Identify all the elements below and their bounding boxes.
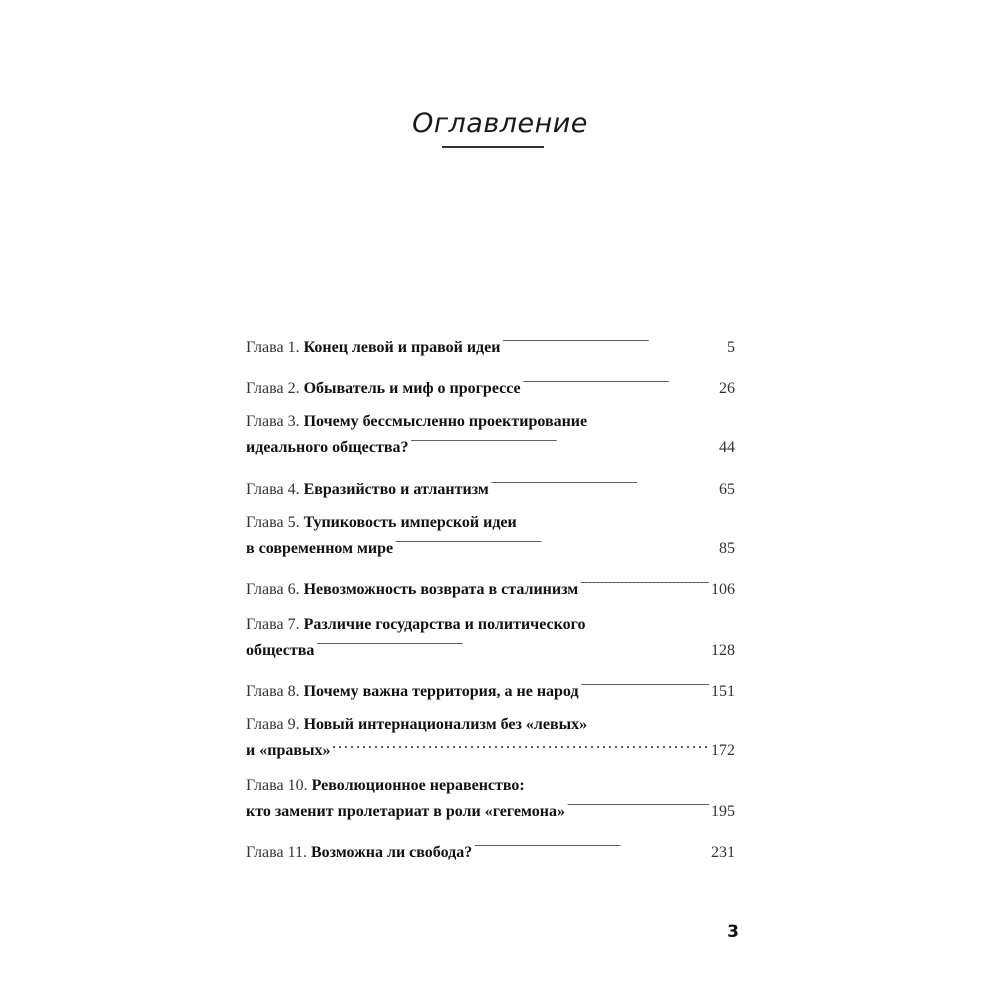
page-title: Оглавление [412, 108, 588, 139]
chapter-page-number: 151 [711, 683, 735, 700]
chapter-title-continued: общества [246, 642, 315, 659]
dot-leader [474, 837, 709, 857]
toc-entry-3[interactable] [246, 412, 735, 456]
toc-entry-1[interactable] [246, 332, 735, 356]
dot-leader [502, 332, 725, 352]
title-underline [442, 146, 544, 148]
page-number: 3 [727, 922, 739, 942]
dot-leader [395, 533, 717, 553]
chapter-number: Глава 5. [246, 514, 300, 531]
dot-leader [580, 574, 709, 594]
chapter-title-continued: идеального общества? [246, 439, 409, 456]
chapter-page-number: 231 [711, 844, 735, 861]
chapter-page-number: 65 [719, 481, 735, 498]
dot-leader [523, 373, 717, 393]
chapter-title: Конец левой и правой идеи [303, 339, 501, 356]
chapter-number: Глава 3. [246, 413, 300, 430]
chapter-page-number: 128 [711, 642, 735, 659]
chapter-page-number: 44 [719, 439, 735, 456]
chapter-number: Глава 8. [246, 683, 300, 700]
chapter-page-number: 195 [711, 803, 735, 820]
dot-leader [316, 635, 709, 655]
toc-entry-7[interactable] [246, 615, 735, 659]
chapter-page-number: 172 [711, 742, 735, 759]
dot-leader [567, 796, 709, 816]
chapter-page-number: 85 [719, 540, 735, 557]
chapter-number: Глава 10. [246, 777, 308, 794]
chapter-title: Революционное неравенство: [311, 777, 525, 794]
chapter-page-number: 5 [727, 339, 735, 356]
chapter-title: Возможна ли свобода? [310, 844, 473, 861]
chapter-number: Глава 4. [246, 481, 300, 498]
chapter-title: Евразийство и атлантизм [303, 481, 489, 498]
toc-entry-5[interactable] [246, 513, 735, 557]
chapter-title-continued: кто заменит пролетариат в роли «гегемона» [246, 803, 565, 820]
chapter-title: Тупиковость имперской идеи [303, 514, 517, 531]
toc-entry-10[interactable] [246, 776, 735, 820]
toc-entry-11[interactable] [246, 837, 735, 861]
dot-leader [581, 676, 709, 696]
chapter-page-number: 106 [711, 581, 735, 598]
toc-entry-9[interactable] [246, 715, 735, 759]
chapter-number: Глава 7. [246, 616, 300, 633]
chapter-number: Глава 6. [246, 581, 300, 598]
chapter-title: Новый интернационализм без «левых» [303, 716, 588, 733]
chapter-number: Глава 9. [246, 716, 300, 733]
chapter-title-continued: в современном мире [246, 540, 394, 557]
toc-entry-2[interactable] [246, 373, 735, 397]
chapter-title-continued: и «правых» [246, 742, 331, 759]
dot-leader [332, 735, 709, 755]
chapter-page-number: 26 [719, 380, 735, 397]
dot-leader [491, 474, 717, 494]
dot-leader [410, 432, 717, 452]
toc-entry-4[interactable] [246, 474, 735, 498]
chapter-title: Почему бессмысленно проектирование [303, 413, 588, 430]
chapter-title: Невозможность возврата в сталинизм [303, 581, 579, 598]
chapter-number: Глава 1. [246, 339, 300, 356]
chapter-number: Глава 2. [246, 380, 300, 397]
chapter-title: Обыватель и миф о прогрессе [303, 380, 521, 397]
toc-entry-6[interactable] [246, 574, 735, 598]
chapter-title: Почему важна территория, а не народ [303, 683, 579, 700]
chapter-number: Глава 11. [246, 844, 307, 861]
chapter-title: Различие государства и политического [303, 616, 586, 633]
toc-entry-8[interactable] [246, 676, 735, 700]
